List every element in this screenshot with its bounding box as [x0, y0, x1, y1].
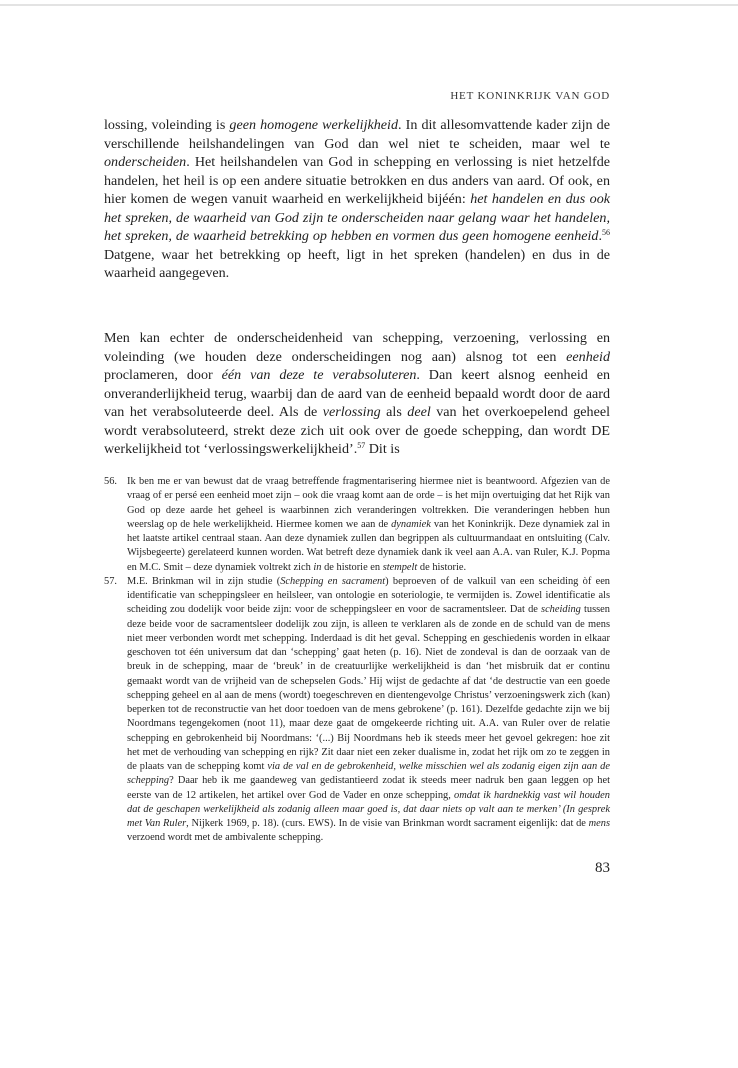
- footnote-number: 57.: [104, 575, 117, 587]
- footnote-number: 56.: [104, 476, 117, 487]
- footnote-57: 57. M.E. Brinkman wil in zijn studie (Schepping en sacrament) beproeven of de valkuil van een scheiding òf een identificatie van scheppingsleer en heilsleer, van ontologie en soteriologie, te vermijden is. Zowel identificatie als scheiding zou dodelijk voor beide zijn: voor de scheppingsleer en voor de sacramentsleer. Dat de scheiding tussen deze beide voor de sacramentsleer dodelijk zou zijn, is alleen te verklaren als de zonde en de schuld van de mens niet meer verbonden wordt met schepping. Inderdaad is dit het geval. Schepping en geschiedenis worden in elkaar geschoven tot één universum dat dan ‘schepping’ gaat heten (p. 16). Niet de zondeval is dan de oorzaak van de breuk in de schepping, maar de ‘breuk’ in de creatuurlijke werkelijkheid is dan ‘het misbruik dat er continu gemaakt wordt van de vrijheid van de schepselen Gods.’ Hij wijst de gedachte af dat ‘de destructie van een goede schepping geheel en al aan de mens (wordt) toegeschreven en dientengevolge Christus’ verzoeningswerk zich (kan) beperken tot de reconstructie van het door toedoen van de mens gebrokene’ (p. 161). Dezelfde gedachte zijn we bij Noordmans tegengekomen (noot 11), maar deze gaat de omgekeerde richting uit. A.A. van Ruler over de relatie schepping en gebrokenheid bij Noordmans: ‘(...) Bij Noordmans heb ik steeds meer het gevoel gekregen: hoe zit het met de verhouding van schepping en rijk? Zit daar niet een zeker dualisme in, zodat het rijk om zo te zeggen in de plaats van de schepping komt via de val en de gebrokenheid, welke misschien wel als zodanig eigen zijn aan de schepping? Daar heb ik me gaandeweg van gedistantieerd zodat ik steeds meer nadruk ben gaan leggen op het eerste van de 12 artikelen, het artikel over God de Vader en onze schepping, omdat ik hardnekkig vast wil houden dat de geschapen werkelijkheid als zodanig alleen maar goed is, dat daar niets op valt aan te merken’ (In gesprek met Van Ruler, Nijkerk 1969, p. 18). (curs. EWS). In de visie van Brinkman wordt sacrament eigenlijk: dat de mens verzoend wordt met de ambivalente schepping.: [104, 575, 610, 844]
- scan-edge: [0, 4, 738, 6]
- footnote-56: 56. Ik ben me er van bewust dat de vraag betreffende fragmentarisering hiermee niet is beantwoord. Afgezien van de vraag of er persé een eenheid moet zijn – ook die vraag komt aan de orde – is het mijn overtuiging dat het Rijk van God op deze aarde het geheel is waarbinnen zich veranderingen voltrekken. Die veranderingen hebben hun weerslag op de hele werkelijkheid. Hiermee komen we aan de dynamiek van het Koninkrijk. Deze dynamiek zal in het laatste artikel centraal staan. Aan deze dynamiek zullen dan begrippen als cultuurmandaat en ontsluiting (Calv. Wijsbegeerte) gerelateerd kunnen worden. Wat betreft deze dynamiek dank ik veel aan A.A. van Ruler, K.J. Popma en M.C. Smit – deze dynamiek voltrekt zich in de historie en stempelt de historie.: [104, 476, 610, 573]
- running-header: HET KONINKRIJK VAN GOD: [450, 90, 610, 102]
- body-paragraph-1: lossing, voleinding is geen homogene werkelijkheid. In dit allesomvattende kader zijn de verschillende heilshandelingen van God dan wel niet te scheiden, maar wel te onderscheiden. Het heilshandelen van God in schepping en verlossing is niet hetzelfde handelen, het heil is op een andere situatie betrokken en dus anders van aard. Of ook, en hier komen de wegen vanuit waarheid en werkelijkheid bijéén: het handelen en dus ook het spreken, de waarheid van God zijn te onderscheiden naar gelang waar het handelen, het spreken, de waarheid betrekking op hebben en vormen dus geen homogene eenheid.$^{56}$ Datgene, waar het betrekking op heeft, ligt in het spreken (handelen) en dus in de waarheid aangegeven.: [104, 117, 610, 281]
- page-number: 83: [595, 860, 610, 876]
- footnote-ref-56[interactable]: 56: [602, 228, 610, 237]
- body-paragraph-2: Men kan echter de onderscheidenheid van schepping, verzoening, verlossing en voleinding (we houden deze onderscheidingen nog aan) alsnog tot een eenheid proclameren, door één van deze te verabsoluteren. Dan keert alsnog eenheid en onveranderlijkheid terug, waarbij dan de aard van de eenheid bepaald wordt door de aard van het verabsoluteerde deel. Als de verlossing als deel van het overkoepelend geheel wordt verabsoluteerd, strekt deze zich uit ook over de goede schepping, dan wordt DE werkelijkheid tot ‘verlossingswerkelijkheid’.$^{57}$ Dit is: [104, 330, 610, 457]
- footnotes: [104, 475, 610, 846]
- footnote-ref-57[interactable]: 57: [357, 441, 366, 450]
